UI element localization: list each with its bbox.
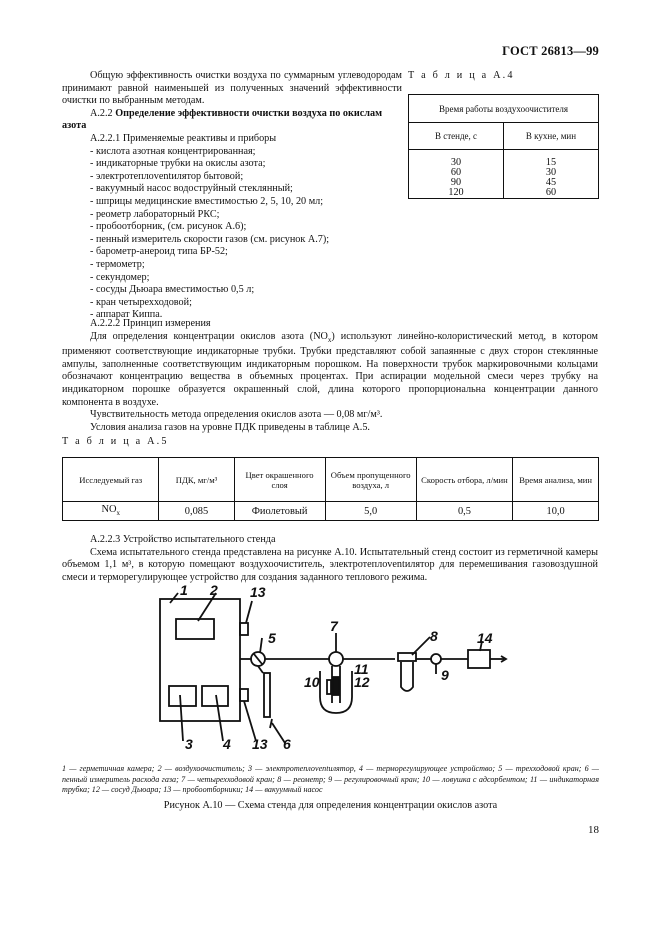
schematic-labels bbox=[180, 583, 493, 752]
table-a4-cell: 60 bbox=[409, 168, 504, 178]
figure-label: 10 bbox=[304, 674, 320, 690]
foam-meter-shape bbox=[264, 673, 270, 717]
table-a5-data-row bbox=[63, 502, 599, 521]
apparatus-paragraph: Схема испытательного стенда представлена на рисунке А.10. Испытательный стенд состоит из герметичной камеры объемом 1,1 м³, в которую помещают воздухоочиститель, электротеплоventилятор для перемешивания газовоздушной смеси и терморегулирующее устройство для создания заданного теплового режима. bbox=[62, 546, 598, 583]
figure-label: 4 bbox=[223, 736, 231, 752]
table-a5-header-cell: Объем пропущенного воздуха, л bbox=[325, 458, 416, 502]
control-valve-shape bbox=[431, 654, 441, 664]
table-a5-value: 0,5 bbox=[416, 502, 512, 521]
intro-paragraph: Общую эффективность очистки воздуха по суммарным углеводородам принимают равной наименьшей из полученных значений эффективности очистки по выбранным методам. bbox=[62, 70, 402, 107]
schematic-lines bbox=[160, 593, 506, 743]
table-a5-header-cell: Исследуемый газ bbox=[63, 458, 159, 502]
reagent-item: - секундомер; bbox=[90, 271, 150, 283]
table-a5-gas: $NO_x$ bbox=[63, 502, 159, 521]
figure-label: 12 bbox=[354, 674, 370, 690]
figure-label: 7 bbox=[330, 618, 338, 634]
table-a5-value: 10,0 bbox=[513, 502, 599, 521]
figure-label: 14 bbox=[477, 630, 493, 646]
table-a4-cell: 30 bbox=[409, 158, 504, 168]
table-a4-cell: 30 bbox=[504, 168, 599, 178]
adsorbent-trap-shape bbox=[327, 680, 331, 694]
reagent-item: - реометр лабораторный РКС; bbox=[90, 208, 220, 220]
table-a5 bbox=[62, 457, 599, 521]
table-a5-value: 5,0 bbox=[325, 502, 416, 521]
figure-label: 6 bbox=[283, 736, 291, 752]
section-a222-title: Определение эффективности очистки воздуха по окислам азота bbox=[62, 107, 383, 132]
table-a4-header: Время работы воздухоочистителя bbox=[409, 95, 599, 123]
reagent-item: - пенный измеритель скорости газов (см. рисунок А.7); bbox=[90, 233, 330, 245]
heater-shape bbox=[169, 686, 196, 706]
sensitivity-paragraph: Чувствительность метода определения окислов азота — 0,08 мг/м³. bbox=[90, 409, 383, 421]
sampler-top-shape bbox=[240, 623, 248, 635]
table-a5-header-cell: ПДК, мг/м³ bbox=[159, 458, 234, 502]
reagent-item: - пробоотборник, (см. рисунок А.6); bbox=[90, 221, 247, 233]
figure-label: 2 bbox=[210, 583, 218, 598]
figure-label: 1 bbox=[180, 583, 188, 598]
table-a4-cell: 90 bbox=[409, 178, 504, 188]
table-a4-cell: 15 bbox=[504, 158, 599, 168]
table-a5-value: 0,085 bbox=[159, 502, 234, 521]
table-a5-header-cell: Цвет окрашенного слоя bbox=[234, 458, 325, 502]
table-a5-header-cell: Время анализа, мин bbox=[513, 458, 599, 502]
figure-label: 13 bbox=[250, 584, 266, 600]
table-a4-col2: В кухне, мин bbox=[504, 123, 599, 150]
apparatus-section bbox=[62, 534, 598, 584]
table-a4 bbox=[408, 94, 599, 199]
figure-label: 3 bbox=[185, 736, 193, 752]
thermostat-shape bbox=[202, 686, 228, 706]
vacuum-pump-shape bbox=[468, 650, 490, 668]
four-way-valve-shape bbox=[329, 652, 343, 666]
table-a4-col1: В стенде, с bbox=[409, 123, 504, 150]
purifier-shape bbox=[176, 619, 214, 639]
table-a4-cell: 45 bbox=[504, 178, 599, 188]
principle-title: А.2.2.2 Принцип измерения bbox=[90, 318, 211, 329]
table-a5-value: Фиолетовый bbox=[234, 502, 325, 521]
reagent-item: - шприцы медицинские вместимостью 2, 5, 10, 20 мл; bbox=[90, 195, 324, 207]
figure-label: 13 bbox=[252, 736, 268, 752]
figure-caption: Рисунок А.10 — Схема стенда для определения концентрации окислов азота bbox=[163, 800, 498, 811]
table-a5-caption: Т а б л и ц а А.5 bbox=[62, 436, 169, 447]
reagent-list bbox=[62, 146, 402, 322]
reagent-item: - индикаторные трубки на окислы азота; bbox=[90, 158, 266, 170]
table-a4-caption: Т а б л и ц а А.4 bbox=[408, 70, 515, 81]
conditions-paragraph: Условия анализа газов на уровне ПДК приведены в таблице А.5. bbox=[90, 421, 370, 433]
table-a5-header-row bbox=[63, 458, 599, 502]
figure-label: 8 bbox=[430, 628, 438, 644]
table-a4-row bbox=[409, 188, 599, 199]
intro-column bbox=[62, 70, 402, 322]
table-a5-header-cell: Скорость отбора, л/мин bbox=[416, 458, 512, 502]
stand-schematic-figure bbox=[140, 583, 520, 755]
standard-header: ГОСТ 26813—99 bbox=[502, 44, 599, 58]
principle-section bbox=[62, 318, 598, 434]
reagent-item: - барометр-анероид типа БР-52; bbox=[90, 246, 228, 258]
section-a2221: А.2.2.1 Применяемые реактивы и приборы bbox=[90, 132, 277, 144]
table-a4-row bbox=[409, 158, 599, 168]
figure-label: 11 bbox=[354, 661, 369, 677]
table-a4-cell: 60 bbox=[504, 188, 599, 199]
indicator-tube-shape bbox=[333, 677, 339, 695]
table-a4-row bbox=[409, 178, 599, 188]
apparatus-title: А.2.2.3 Устройство испытательного стенда bbox=[90, 534, 276, 545]
table-a4-body bbox=[409, 158, 599, 199]
figure-legend: 1 — герметичная камера; 2 — воздухоочиститель; 3 — электротеплоventилятор, 4 — терморегулирующее устройство; 5 — трехходовой кран; 6 — пенный измеритель расхода газа; 7 — четырехходовой кран; 8 — реометр; 9 — регулировочный кран; 10 — ловушка с адсорбентом; 11 — индикаторная трубка; 12 — сосуд Дьюара; 13 — пробоотборники; 14 — вакуумный насос bbox=[62, 764, 599, 795]
principle-paragraph: Для определения концентрации окислов азота $(NO_x)$ используют линейно-колористический метод, в котором применяют соответствующие индикаторные трубки. Трубки представляют собой запаянные с двух сторон стеклянные ампулы, заполненные соответствующим индикаторным порошком. На поверхности трубок маркировочными кольцами обозначают концентрацию вещества в объемных процентах. При аспирации модельной смеси через трубку на индикаторном порошке образуется окрашенный слой, длина которого пропорциональна концентрации данного компонента в воздухе. bbox=[62, 330, 598, 408]
page-number: 18 bbox=[588, 824, 599, 836]
table-a4-cell: 120 bbox=[409, 188, 504, 199]
sampler-bottom-shape bbox=[240, 689, 248, 701]
reagent-item: - электротеплоventилятор бытовой; bbox=[90, 170, 244, 182]
section-a222: А.2.2 Определение эффективности очистки воздуха по окислам азота bbox=[62, 107, 383, 132]
reagent-item: - сосуды Дьюара вместимостью 0,5 л; bbox=[90, 284, 255, 296]
figure-label: 9 bbox=[441, 667, 449, 683]
reagent-item: - кислота азотная концентрированная; bbox=[90, 145, 256, 157]
table-a4-row bbox=[409, 168, 599, 178]
rheometer-tube-shape bbox=[401, 662, 413, 691]
reagent-item: - кран четырехходовой; bbox=[90, 296, 192, 308]
reagent-item: - вакуумный насос водоструйный стеклянный; bbox=[90, 183, 293, 195]
reagent-item: - термометр; bbox=[90, 258, 145, 270]
figure-label: 5 bbox=[268, 630, 276, 646]
reagent-item: - аппарат Киппа. bbox=[90, 309, 163, 321]
